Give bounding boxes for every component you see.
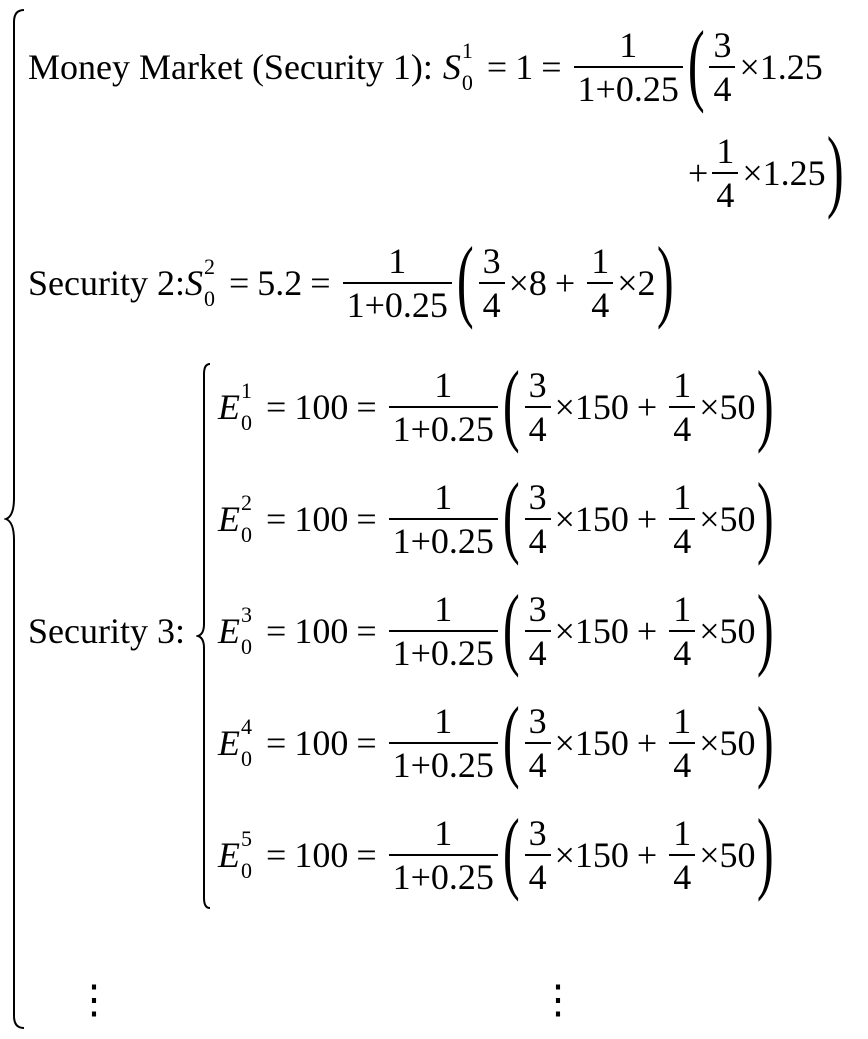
s3r5-equals-2: = — [356, 835, 377, 875]
security3-label-line — [28, 586, 185, 676]
s3r2-weight-1: $\frac{3}{4}$ — [525, 476, 551, 562]
row1-symbol: S — [442, 47, 461, 87]
s3r3-subscript: 0 — [241, 634, 252, 659]
row2-symbol: S — [184, 263, 203, 303]
row2-times-1: × — [508, 263, 529, 303]
s3r2-payoff-2: 50 — [719, 499, 756, 539]
s3r1-symbol: E — [218, 387, 240, 427]
s3r1-value: 100 — [294, 387, 349, 427]
ellipsis-right: ⋮ — [538, 977, 578, 1022]
row2-equals-1: = — [228, 263, 250, 303]
row1-close-paren: ) — [826, 118, 844, 220]
s3r2-times-2: × — [699, 499, 720, 539]
s3r4-equals-2: = — [356, 723, 377, 763]
row-money-market-continued — [688, 118, 844, 220]
security3-row-4 — [218, 688, 774, 790]
s3r1-payoff-1: 150 — [574, 387, 629, 427]
s3r1-equals-1: = — [266, 387, 287, 427]
row1-discount-fraction: $\frac{1}{1+0.25}$ — [574, 24, 683, 110]
row1-label: Money Market (Security 1): — [28, 47, 433, 87]
row1-subscript: 0 — [461, 70, 473, 95]
s3r4-open-paren: ( — [502, 688, 520, 790]
s3r1-close-paren: ) — [756, 352, 774, 454]
s3r5-subscript: 0 — [241, 858, 252, 883]
s3r2-discount-fraction: $\frac{1}{1+0.25}$ — [389, 476, 498, 562]
s3r5-weight-2: $\frac{1}{4}$ — [669, 812, 695, 898]
s3r5-times-2: × — [699, 835, 720, 875]
row1-times-1: × — [739, 47, 760, 87]
s3r2-open-paren: ( — [502, 464, 520, 566]
row1-superscript: 1 — [461, 38, 473, 63]
ellipsis-left: ⋮ — [74, 977, 114, 1022]
s3r5-discount-fraction: $\frac{1}{1+0.25}$ — [389, 812, 498, 898]
s3r3-plus: + — [636, 611, 658, 651]
s3r2-times-1: × — [554, 499, 575, 539]
s3r2-symbol: E — [218, 499, 240, 539]
row2-subscript: 0 — [203, 286, 215, 311]
s3r5-plus: + — [636, 835, 658, 875]
row2-weight-2: $\frac{1}{4}$ — [587, 240, 613, 326]
s3r2-superscript: 2 — [241, 490, 252, 515]
s3r1-weight-2: $\frac{1}{4}$ — [669, 364, 695, 450]
s3r1-times-2: × — [699, 387, 720, 427]
s3r3-equals-1: = — [266, 611, 287, 651]
row1-plus: + — [688, 153, 709, 193]
s3r4-times-2: × — [699, 723, 720, 763]
s3r4-payoff-2: 50 — [719, 723, 756, 763]
s3r3-discount-fraction: $\frac{1}{1+0.25}$ — [389, 588, 498, 674]
s3r5-close-paren: ) — [756, 800, 774, 902]
s3r3-weight-1: $\frac{3}{4}$ — [525, 588, 551, 674]
s3r5-open-paren: ( — [502, 800, 520, 902]
security3-left-brace — [196, 362, 212, 910]
s3r5-payoff-1: 150 — [574, 835, 629, 875]
row2-discount-fraction: $\frac{1}{1+0.25}$ — [343, 240, 452, 326]
row1-payoff-2: 1.25 — [762, 153, 826, 193]
s3r3-times-1: × — [554, 611, 575, 651]
row-money-market — [28, 12, 823, 114]
s3r5-value: 100 — [294, 835, 349, 875]
s3r3-value: 100 — [294, 611, 349, 651]
s3r2-equals-2: = — [356, 499, 377, 539]
s3r4-discount-fraction: $\frac{1}{1+0.25}$ — [389, 700, 498, 786]
row2-label: Security 2: — [28, 263, 185, 303]
s3r1-times-1: × — [554, 387, 575, 427]
s3r4-symbol: E — [218, 723, 240, 763]
s3r1-open-paren: ( — [502, 352, 520, 454]
security3-row-5 — [218, 800, 774, 902]
s3r5-times-1: × — [554, 835, 575, 875]
row2-plus: + — [554, 263, 576, 303]
s3r4-superscript: 4 — [241, 714, 252, 739]
s3r1-superscript: 1 — [241, 378, 252, 403]
s3r4-weight-2: $\frac{1}{4}$ — [669, 700, 695, 786]
s3r1-weight-1: $\frac{3}{4}$ — [525, 364, 551, 450]
s3r2-subscript: 0 — [241, 522, 252, 547]
row1-equals-2: = — [541, 47, 562, 87]
s3r3-weight-2: $\frac{1}{4}$ — [669, 588, 695, 674]
s3r1-equals-2: = — [356, 387, 377, 427]
row2-equals-2: = — [310, 263, 331, 303]
s3r3-superscript: 3 — [241, 602, 252, 627]
security3-row-1 — [218, 352, 774, 454]
row1-equals-1: = — [486, 47, 508, 87]
s3r5-payoff-2: 50 — [719, 835, 756, 875]
s3r5-superscript: 5 — [241, 826, 252, 851]
s3r3-close-paren: ) — [756, 576, 774, 678]
s3r2-payoff-1: 150 — [574, 499, 629, 539]
s3r5-symbol: E — [218, 835, 240, 875]
s3r1-payoff-2: 50 — [719, 387, 756, 427]
security3-row-2 — [218, 464, 774, 566]
s3r4-weight-1: $\frac{3}{4}$ — [525, 700, 551, 786]
s3r3-open-paren: ( — [502, 576, 520, 678]
s3r3-payoff-1: 150 — [574, 611, 629, 651]
s3r2-value: 100 — [294, 499, 349, 539]
s3r2-plus: + — [636, 499, 658, 539]
row1-weight-2: $\frac{1}{4}$ — [712, 130, 738, 216]
row1-weight-1: $\frac{3}{4}$ — [709, 24, 735, 110]
security3-row-3 — [218, 576, 774, 678]
s3r2-weight-2: $\frac{1}{4}$ — [669, 476, 695, 562]
row-security-2 — [28, 228, 674, 330]
row2-value: 5.2 — [257, 263, 303, 303]
s3r2-close-paren: ) — [756, 464, 774, 566]
s3r4-payoff-1: 150 — [574, 723, 629, 763]
s3r4-equals-1: = — [266, 723, 287, 763]
row2-open-paren: ( — [456, 228, 474, 330]
row1-value: 1 — [515, 47, 534, 87]
s3r5-weight-1: $\frac{3}{4}$ — [525, 812, 551, 898]
s3r3-equals-2: = — [356, 611, 377, 651]
row2-payoff-2: 2 — [637, 263, 656, 303]
s3r1-subscript: 0 — [241, 410, 252, 435]
s3r3-payoff-2: 50 — [719, 611, 756, 651]
s3r2-equals-1: = — [266, 499, 287, 539]
s3r3-symbol: E — [218, 611, 240, 651]
s3r4-close-paren: ) — [756, 688, 774, 790]
s3r3-times-2: × — [699, 611, 720, 651]
s3r1-discount-fraction: $\frac{1}{1+0.25}$ — [389, 364, 498, 450]
row1-payoff-1: 1.25 — [759, 47, 823, 87]
outer-left-brace — [4, 8, 26, 1030]
s3r5-equals-1: = — [266, 835, 287, 875]
row1-open-paren: ( — [687, 12, 705, 114]
s3r4-value: 100 — [294, 723, 349, 763]
row2-weight-1: $\frac{3}{4}$ — [479, 240, 505, 326]
security3-label: Security 3: — [28, 611, 185, 651]
s3r1-plus: + — [636, 387, 658, 427]
row2-superscript: 2 — [203, 254, 215, 279]
s3r4-subscript: 0 — [241, 746, 252, 771]
row2-close-paren: ) — [656, 228, 674, 330]
s3r4-times-1: × — [554, 723, 575, 763]
row2-payoff-1: 8 — [528, 263, 547, 303]
s3r4-plus: + — [636, 723, 658, 763]
row1-times-2: × — [742, 153, 763, 193]
row2-times-2: × — [617, 263, 638, 303]
